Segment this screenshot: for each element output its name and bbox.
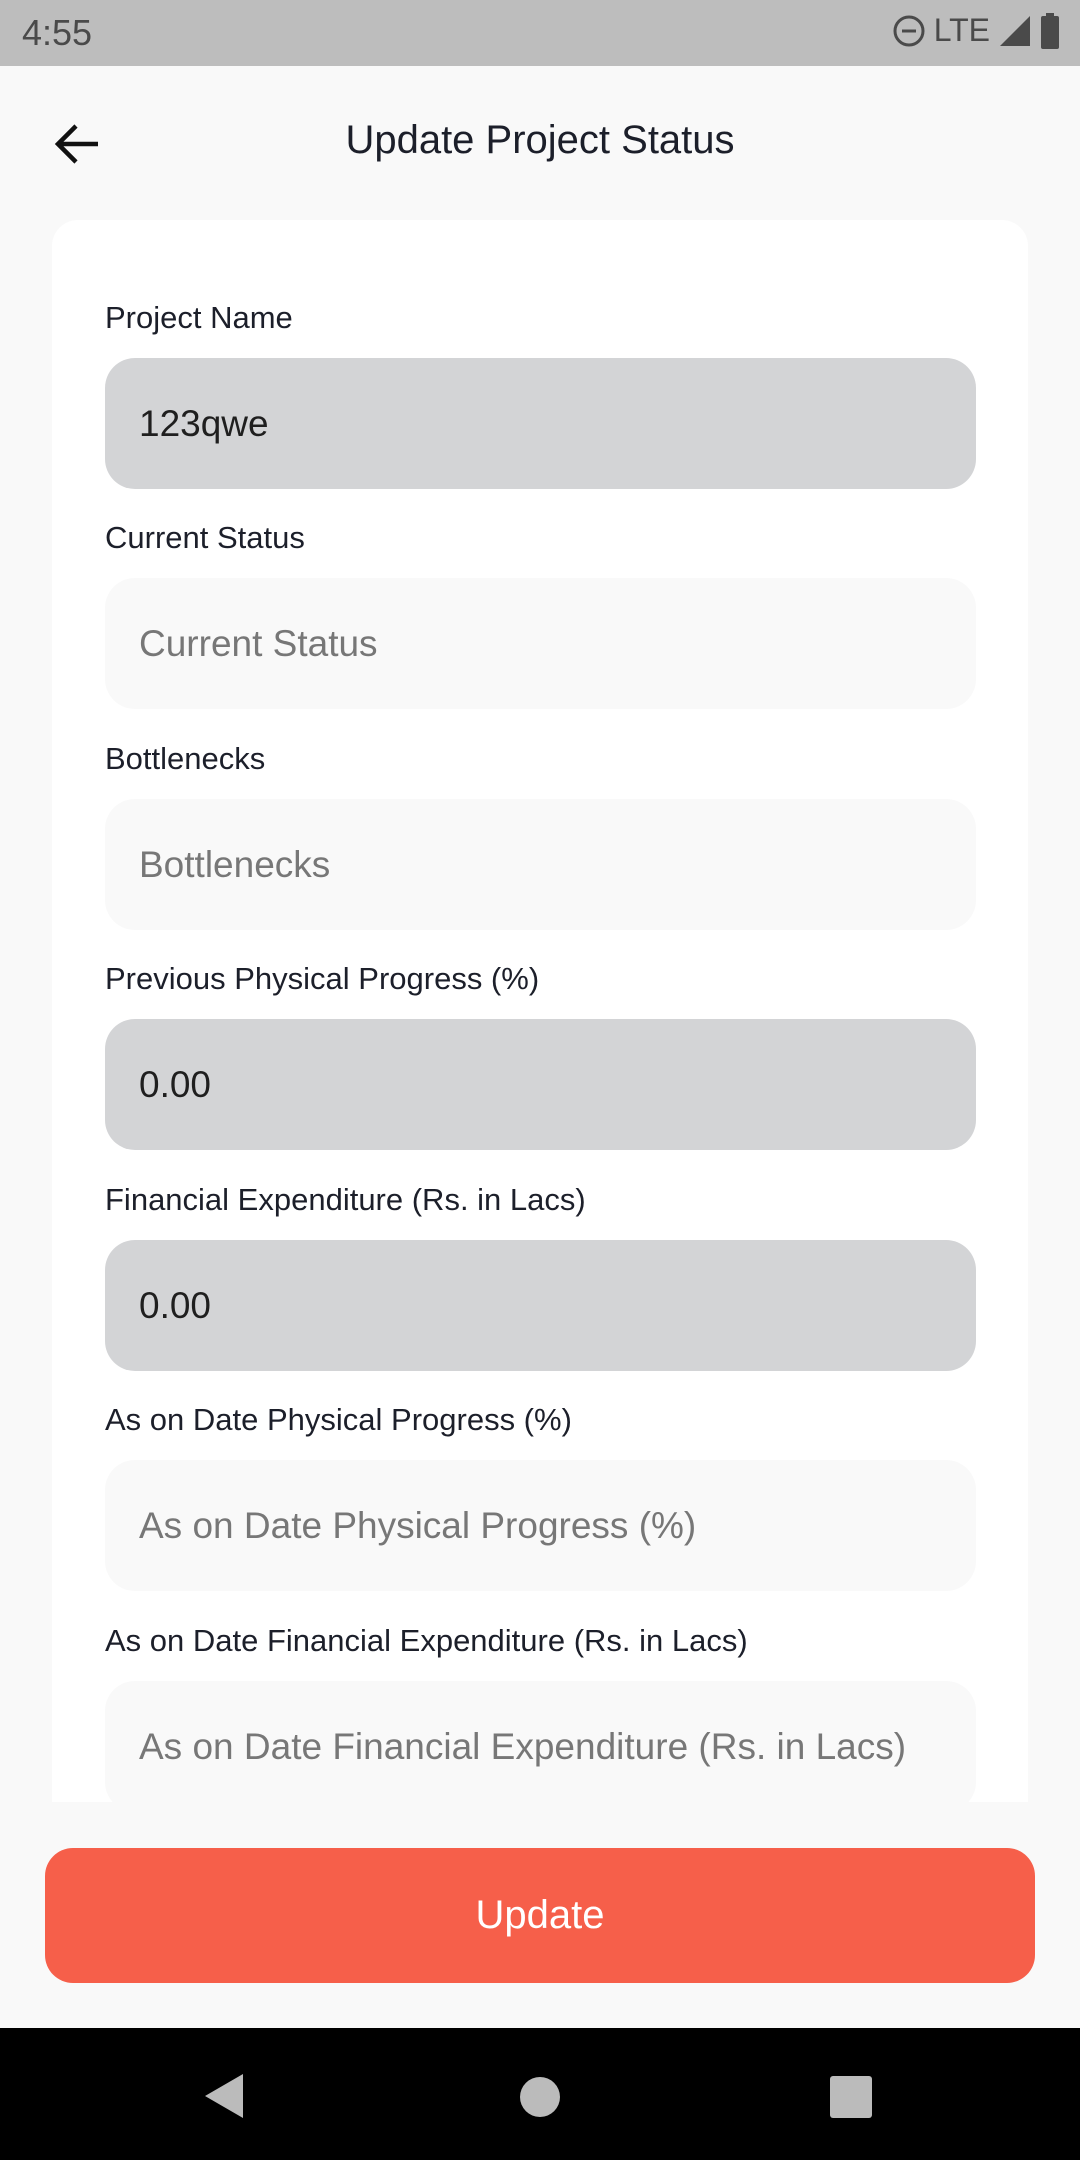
field-label: Financial Expenditure (Rs. in Lacs): [105, 1182, 586, 1217]
form-card: [52, 220, 1028, 1802]
app-bar: [0, 66, 1080, 220]
previous-physical-progress-field[interactable]: [105, 1019, 976, 1150]
signal-icon: [998, 14, 1032, 48]
update-button[interactable]: Update: [45, 1848, 1035, 1983]
project-name-group: [105, 300, 976, 489]
as-on-date-physical-progress-field[interactable]: [105, 1460, 976, 1591]
page-title: Update Project Status: [345, 118, 735, 162]
as-on-date-financial-expenditure-field[interactable]: [105, 1681, 976, 1812]
clock: 4:55: [22, 12, 93, 53]
network-type: LTE: [933, 12, 990, 48]
field-label: Current Status: [105, 520, 305, 555]
field-label: Previous Physical Progress (%): [105, 961, 540, 996]
current-status-group: [105, 520, 976, 709]
as-on-date-financial-expenditure-group: [105, 1623, 976, 1812]
status-bar: [0, 0, 1080, 66]
nav-home-icon[interactable]: [519, 2076, 561, 2123]
project-name-field[interactable]: [105, 358, 976, 489]
field-label: Bottlenecks: [105, 741, 266, 776]
field-label: As on Date Physical Progress (%): [105, 1402, 572, 1437]
financial-expenditure-field[interactable]: [105, 1240, 976, 1371]
previous-physical-progress-group: [105, 961, 976, 1150]
as-on-date-physical-progress-group: [105, 1402, 976, 1591]
nav-recents-icon[interactable]: [830, 2076, 872, 2123]
field-label: As on Date Financial Expenditure (Rs. in Lacs): [105, 1623, 748, 1658]
bottlenecks-field[interactable]: [105, 799, 976, 930]
current-status-field[interactable]: [105, 578, 976, 709]
field-label: Project Name: [105, 300, 293, 335]
financial-expenditure-group: [105, 1182, 976, 1371]
battery-icon: [1040, 13, 1060, 49]
navigation-bar: [0, 2028, 1080, 2160]
nav-back-icon[interactable]: [205, 2074, 245, 2123]
bottlenecks-group: [105, 741, 976, 930]
do-not-disturb-icon: [892, 14, 926, 48]
